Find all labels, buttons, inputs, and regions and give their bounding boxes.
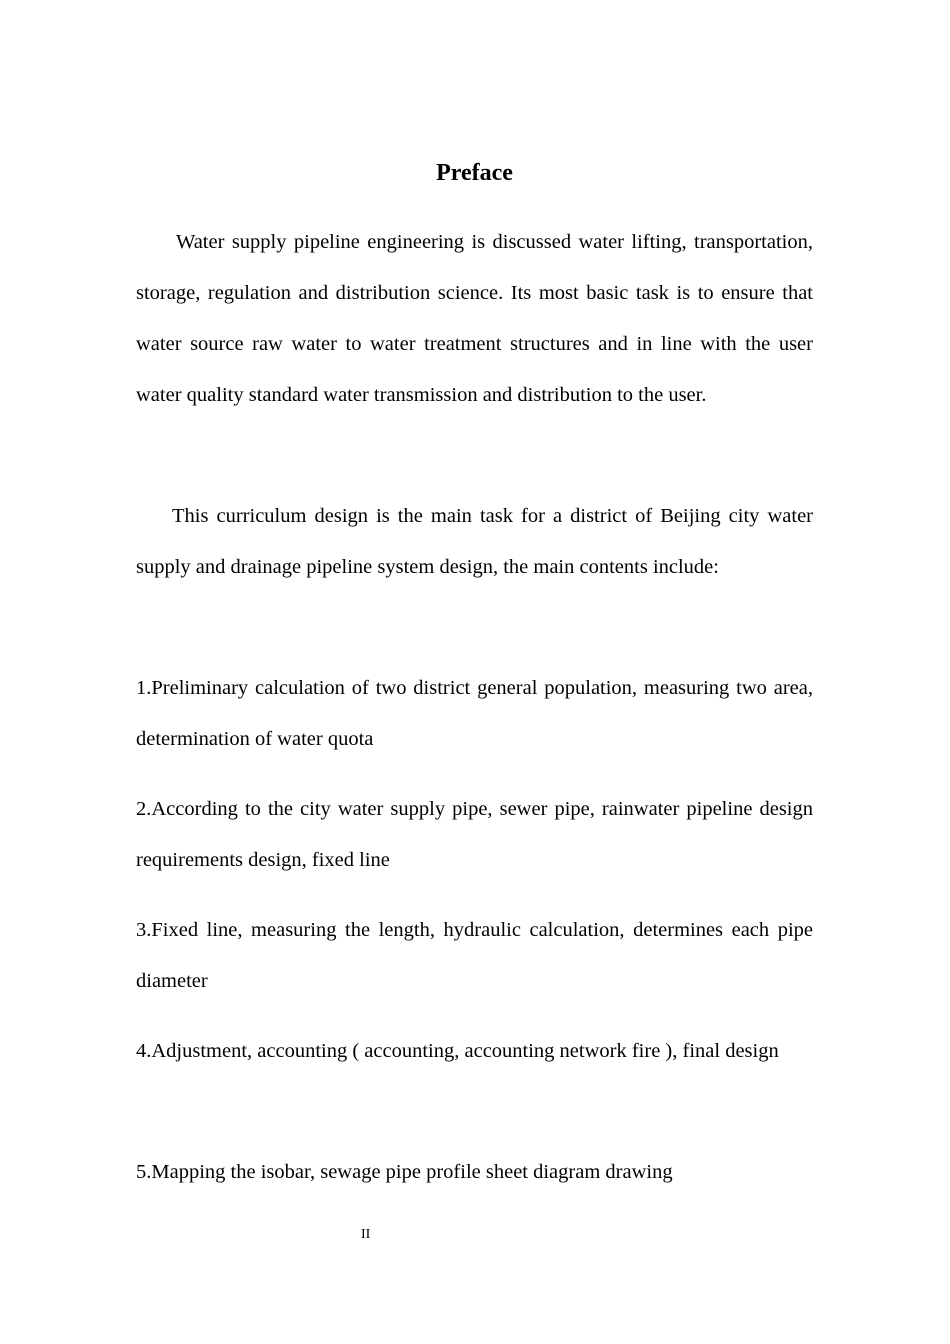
list-item: 5.Mapping the isobar, sewage pipe profile sheet diagram drawing <box>136 1161 673 1183</box>
document-page <box>136 0 813 1344</box>
task-paragraph: This curriculum design is the main task for a district of Beijing city water supply and drainage pipeline system design, the main contents include: <box>136 505 813 578</box>
page-title: Preface <box>436 160 513 186</box>
intro-paragraph: Water supply pipeline engineering is discussed water lifting, transportation, storage, regulation and distribution science. Its most basic task is to ensure that water source raw water to water treatment structures and in line with the user water quality standard water transmission and distribution to the user. <box>136 231 813 406</box>
list-item: 3.Fixed line, measuring the length, hydraulic calculation, determines each pipe diameter <box>136 919 813 992</box>
list-item: 2.According to the city water supply pipe, sewer pipe, rainwater pipeline design requirements design, fixed line <box>136 798 813 871</box>
list-item: 4.Adjustment, accounting ( accounting, accounting network fire ), final design <box>136 1040 779 1062</box>
list-item: 1.Preliminary calculation of two district general population, measuring two area, determination of water quota <box>136 677 813 750</box>
page-number: II <box>361 1227 371 1242</box>
